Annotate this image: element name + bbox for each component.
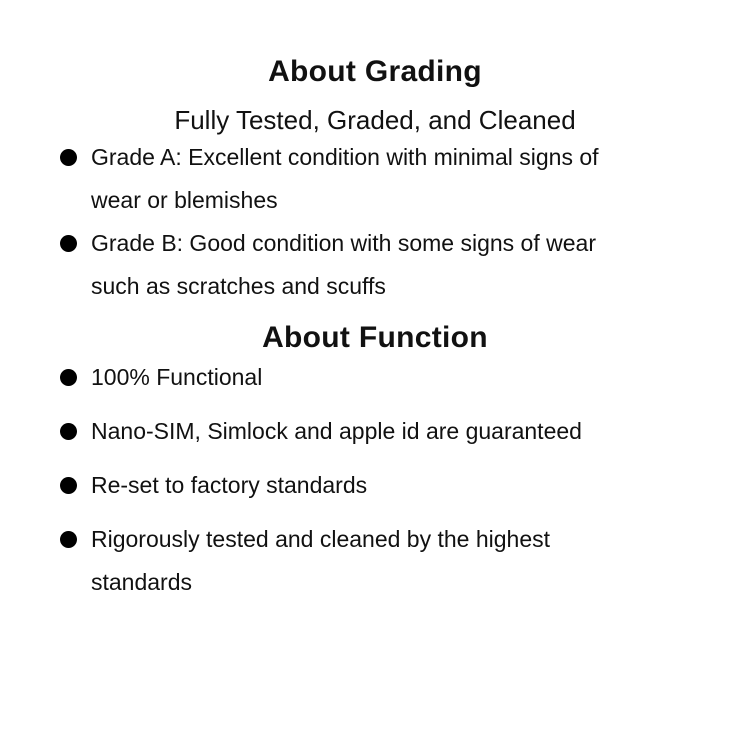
- list-item: [60, 356, 695, 399]
- list-item: [60, 222, 695, 308]
- bullet-icon: [60, 369, 77, 386]
- list-item-text: Re-set to factory standards: [91, 472, 368, 498]
- list-item-text: Grade A: Excellent condition with minimal signs of: [91, 144, 599, 170]
- list-item-text: Nano-SIM, Simlock and apple id are guaranteed: [91, 418, 582, 444]
- list-item-text: such as scratches and scuffs: [91, 273, 386, 299]
- grading-section-title: About Grading: [268, 55, 482, 88]
- list-item: [60, 136, 695, 222]
- bullet-icon: [60, 477, 77, 494]
- grading-subtitle: Fully Tested, Graded, and Cleaned: [174, 105, 576, 135]
- list-item: [60, 410, 695, 453]
- grading-list: [0, 136, 750, 308]
- bullet-icon: [60, 423, 77, 440]
- list-item-text: Grade B: Good condition with some signs of wear: [91, 230, 596, 256]
- list-item-text: standards: [91, 569, 193, 595]
- function-list: [0, 356, 750, 604]
- list-item: [60, 518, 695, 604]
- function-section-title: About Function: [262, 321, 488, 354]
- list-item-text: wear or blemishes: [91, 187, 278, 213]
- list-item-text: 100% Functional: [91, 364, 263, 390]
- bullet-icon: [60, 235, 77, 252]
- bullet-icon: [60, 149, 77, 166]
- list-item: [60, 464, 695, 507]
- bullet-icon: [60, 531, 77, 548]
- list-item-text: Rigorously tested and cleaned by the highest: [91, 526, 551, 552]
